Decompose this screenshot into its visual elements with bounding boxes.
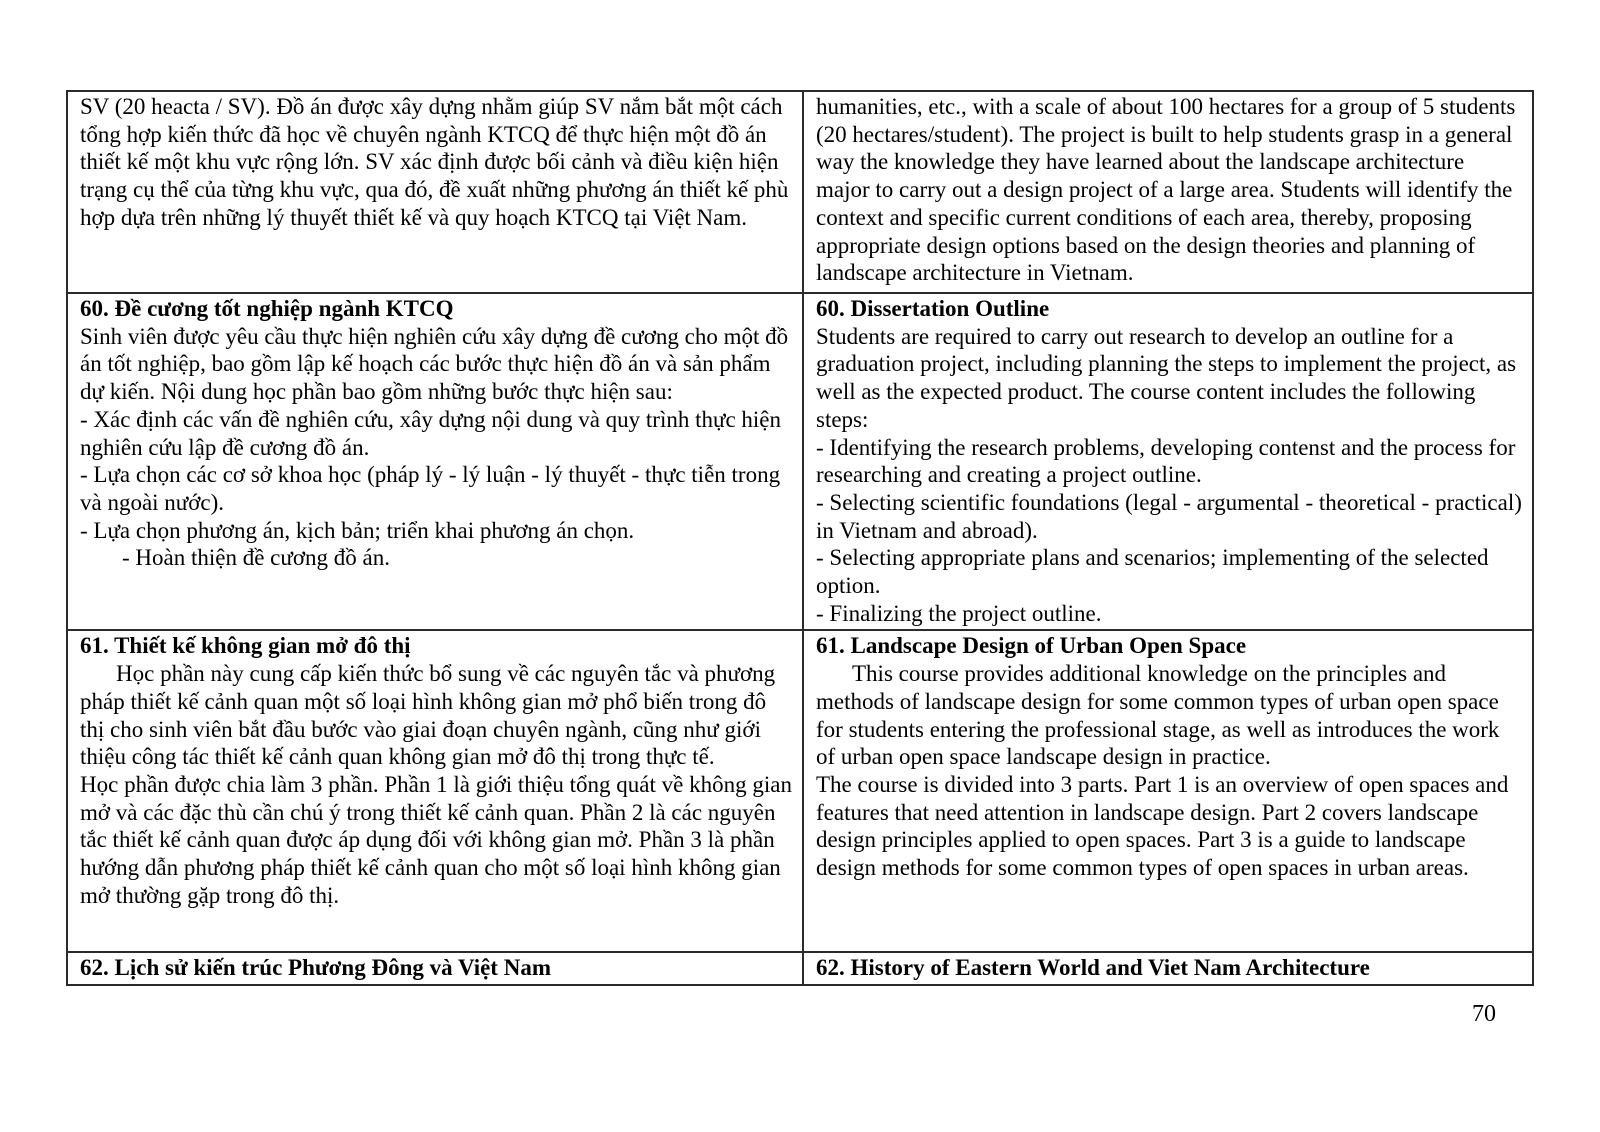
page-number: 70 [1472,1001,1496,1027]
cell-vietnamese [67,293,803,630]
course-description-table [66,90,1534,986]
course-title: 60. Dissertation Outline [816,296,1050,321]
paragraph: SV (20 heacta / SV). Đồ án được xây dựng nhằm giúp SV nắm bắt một cách tổng hợp kiến thức đã học về chuyên ngành KTCQ để thực hiện một đồ án thiết kế một khu vực rộng lớn. SV xác định được bối cảnh và điều kiện hiện trạng cụ thể của từng khu vực, qua đó, đề xuất những phương án thiết kế phù hợp dựa trên những lý thuyết thiết kế và quy hoạch KTCQ tại Việt Nam. [80,94,789,230]
course-title: 60. Đề cương tốt nghiệp ngành KTCQ [80,296,454,321]
cell-english [803,630,1533,952]
course-title: 62. Lịch sử kiến trúc Phương Đông và Việt Nam [80,955,551,981]
paragraph: - Identifying the research problems, developing contenst and the process for researching and creating a project outline. [816,434,1516,488]
course-title: 61. Thiết kế không gian mở đô thị [80,633,411,659]
table-row-course-60 [67,293,1533,630]
cell-english [803,293,1533,630]
course-title: 61. Landscape Design of Urban Open Space [816,633,1247,659]
table-row-course-62 [67,952,1533,985]
cell-vietnamese [67,952,803,985]
paragraph: This course provides additional knowledge on the principles and methods of landscape design for some common types of urban open space for students entering the professional stage, as well as introduces the work of urban open space landscape design in practice. [816,661,1500,770]
cell-english [803,91,1533,293]
table-row-course-61 [67,630,1533,952]
paragraph: Students are required to carry out research to develop an outline for a graduation project, including planning the steps to implement the project, as well as the expected product. The course content includes the following steps: [816,323,1517,432]
cell-vietnamese [67,630,803,952]
paragraph: - Lựa chọn phương án, kịch bản; triển khai phương án chọn. [80,517,635,543]
course-title: 62. History of Eastern World and Viet Nam Architecture [816,955,1370,981]
paragraph: - Xác định các vấn đề nghiên cứu, xây dựng nội dung và quy trình thực hiện nghiên cứu lập đề cương đồ án. [80,406,782,460]
cell-english [803,952,1533,985]
paragraph: - Hoàn thiện đề cương đồ án. [122,545,390,571]
table-row-course-59-continued [67,91,1533,293]
paragraph: humanities, etc., with a scale of about 100 hectares for a group of 5 students (20 hectares/student). The project is built to help students grasp in a general way the knowledge they have learned about the landscape architecture major to carry out a design project of a large area. Students will identify the context and specific current conditions of each area, thereby, proposing appropriate design options based on the design theories and planning of landscape architecture in Vietnam. [816,94,1516,286]
paragraph: - Selecting appropriate plans and scenarios; implementing of the selected option. [816,545,1489,599]
paragraph: - Lựa chọn các cơ sở khoa học (pháp lý - lý luận - lý thuyết - thực tiễn trong và ngoài nước). [80,462,781,515]
paragraph: Học phần này cung cấp kiến thức bổ sung về các nguyên tắc và phương pháp thiết kế cảnh quan một số loại hình không gian mở phổ biến trong đô thị cho sinh viên bắt đầu bước vào giai đoạn chuyên ngành, cũng như giới thiệu công tác thiết kế cảnh quan không gian mở đô thị trong thực tế. [80,661,776,770]
paragraph: - Selecting scientific foundations (legal - argumental - theoretical - practical) in Vietnam and abroad). [816,489,1522,543]
paragraph: The course is divided into 3 parts. Part 1 is an overview of open spaces and features that need attention in landscape design. Part 2 covers landscape design principles applied to open spaces. Part 3 is a guide to landscape design methods for some common types of open spaces in urban areas. [816,771,1509,881]
paragraph: - Finalizing the project outline. [816,600,1102,626]
paragraph: Sinh viên được yêu cầu thực hiện nghiên cứu xây dựng đề cương cho một đồ án tốt nghiệp, bao gồm lập kế hoạch các bước thực hiện đồ án và sản phẩm dự kiến. Nội dung học phần bao gồm những bước thực hiện sau: [80,323,789,405]
cell-vietnamese [67,91,803,293]
paragraph: Học phần được chia làm 3 phần. Phần 1 là giới thiệu tổng quát về không gian mở và các đặc thù cần chú ý trong thiết kế cảnh quan. Phần 2 là các nguyên tắc thiết kế cảnh quan được áp dụng đối với không gian mở. Phần 3 là phần hướng dẫn phương pháp thiết kế cảnh quan cho một số loại hình không gian mở thường gặp trong đô thị. [80,771,792,908]
